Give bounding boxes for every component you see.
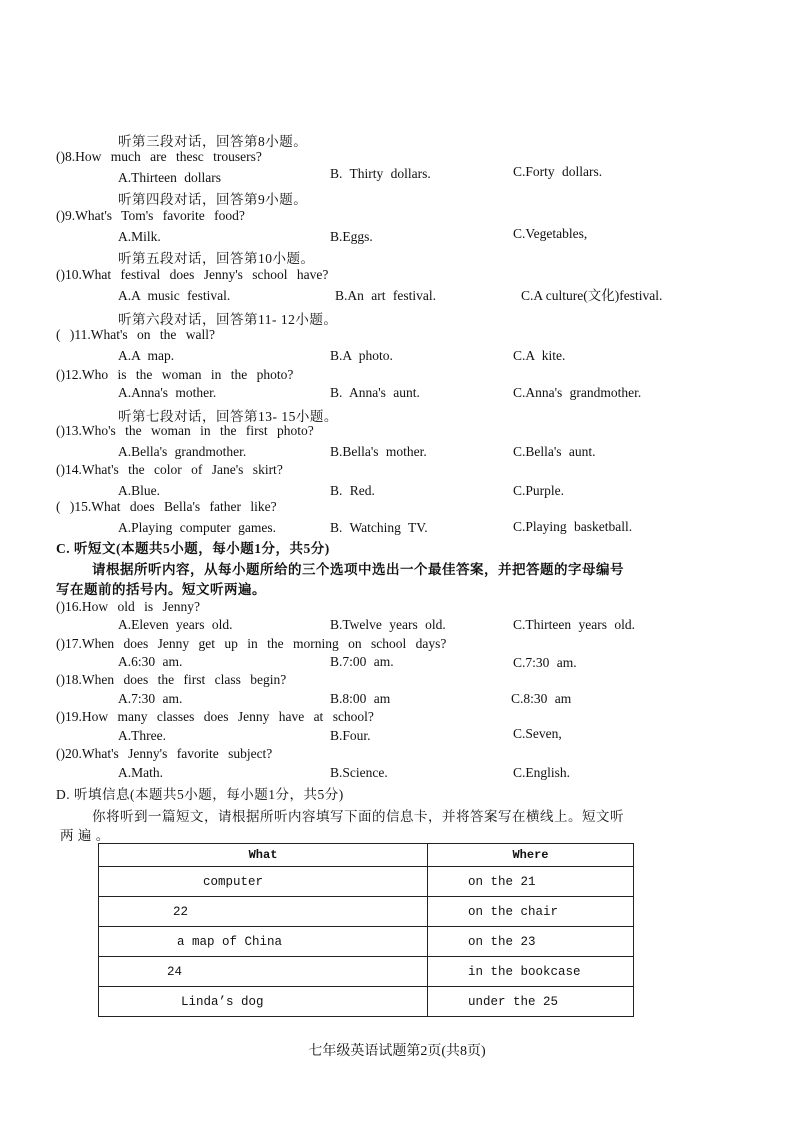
table-row xyxy=(99,897,634,927)
question-9: ()9.What's Tom's favorite food? xyxy=(56,208,245,223)
table-row xyxy=(99,927,634,957)
q20-option-c: C.English. xyxy=(513,765,571,780)
q10-option-b: B.An art festival. xyxy=(335,288,436,303)
dialogue-3-instruction: 听第三段对话，回答第8小题。 xyxy=(118,134,308,149)
q18-option-b: B.8:00 am xyxy=(330,691,391,706)
q16-option-c: C.Thirteen years old. xyxy=(513,617,635,632)
dialogue-7-instruction: 听第七段对话，回答第13- 15小题。 xyxy=(118,409,338,424)
section-c-instruction-2: 写在题前的括号内。短文听两遍。 xyxy=(56,582,266,597)
section-d-instruction-2: 两 遍 。 xyxy=(60,828,110,843)
q15-option-b: B. Watching TV. xyxy=(330,520,428,535)
header-where: Where xyxy=(428,844,634,867)
q17-option-a: A.6:30 am. xyxy=(118,654,183,669)
q17-option-c: C.7:30 am. xyxy=(513,655,577,670)
q20-option-b: B.Science. xyxy=(330,765,388,780)
q14-option-c: C.Purple. xyxy=(513,483,565,498)
question-15: ( )15.What does Bella's father like? xyxy=(56,499,277,514)
q8-option-a: A.Thirteen dollars xyxy=(118,170,221,185)
dialogue-6-instruction: 听第六段对话，回答第11- 12小题。 xyxy=(118,312,338,327)
table-row xyxy=(99,867,634,897)
q10-option-a: A.A music festival. xyxy=(118,288,231,303)
q19-option-c: C.Seven, xyxy=(513,726,562,741)
q10-option-c: C.A culture(文化)festival. xyxy=(521,288,663,303)
q13-option-b: B.Bella's mother. xyxy=(330,444,427,459)
info-card-table xyxy=(98,843,634,1017)
question-12: ()12.Who is the woman in the photo? xyxy=(56,367,294,382)
q12-option-b: B. Anna's aunt. xyxy=(330,385,420,400)
section-d-instruction-1: 你将听到一篇短文，请根据所听内容填写下面的信息卡，并将答案写在横线上。短文听 xyxy=(92,809,624,824)
table-row xyxy=(99,987,634,1017)
q14-option-a: A.Blue. xyxy=(118,483,160,498)
q16-option-b: B.Twelve years old. xyxy=(330,617,446,632)
what-cell: 22 xyxy=(99,897,428,927)
where-cell: on the chair xyxy=(428,897,634,927)
dialogue-4-instruction: 听第四段对话，回答第9小题。 xyxy=(118,192,308,207)
q14-option-b: B. Red. xyxy=(330,483,375,498)
section-c-heading: C. 听短文(本题共5小题，每小题1分，共5分) xyxy=(56,541,330,556)
what-cell: computer xyxy=(99,867,428,897)
q19-option-a: A.Three. xyxy=(118,728,166,743)
q17-option-b: B.7:00 am. xyxy=(330,654,394,669)
where-cell: on the 23 xyxy=(428,927,634,957)
q11-option-a: A.A map. xyxy=(118,348,175,363)
q13-option-c: C.Bella's aunt. xyxy=(513,444,596,459)
q18-option-c: C.8:30 am xyxy=(511,691,572,706)
question-8: ()8.How much are thesc trousers? xyxy=(56,149,262,164)
question-18: ()18.When does the first class begin? xyxy=(56,672,287,687)
where-cell: in the bookcase xyxy=(428,957,634,987)
q13-option-a: A.Bella's grandmother. xyxy=(118,444,247,459)
q15-option-a: A.Playing computer games. xyxy=(118,520,276,535)
what-cell: 24 xyxy=(99,957,428,987)
question-11: ( )11.What's on the wall? xyxy=(56,327,216,342)
header-what: What xyxy=(99,844,428,867)
q8-option-b: B. Thirty dollars. xyxy=(330,166,431,181)
q9-option-c: C.Vegetables, xyxy=(513,226,588,241)
question-14: ()14.What's the color of Jane's skirt? xyxy=(56,462,283,477)
question-20: ()20.What's Jenny's favorite subject? xyxy=(56,746,273,761)
what-cell: Linda’s dog xyxy=(99,987,428,1017)
q19-option-b: B.Four. xyxy=(330,728,371,743)
question-13: ()13.Who's the woman in the first photo? xyxy=(56,423,314,438)
q16-option-a: A.Eleven years old. xyxy=(118,617,233,632)
q12-option-c: C.Anna's grandmother. xyxy=(513,385,642,400)
q11-option-b: B.A photo. xyxy=(330,348,393,363)
question-10: ()10.What festival does Jenny's school have? xyxy=(56,267,329,282)
q18-option-a: A.7:30 am. xyxy=(118,691,183,706)
question-19: ()19.How many classes does Jenny have at school? xyxy=(56,709,374,724)
table-header-row xyxy=(99,844,634,867)
q9-option-b: B.Eggs. xyxy=(330,229,373,244)
q11-option-c: C.A kite. xyxy=(513,348,566,363)
dialogue-5-instruction: 听第五段对话，回答第10小题。 xyxy=(118,251,315,266)
table-row xyxy=(99,957,634,987)
q12-option-a: A.Anna's mother. xyxy=(118,385,217,400)
page-footer: 七年级英语试题第2页(共8页) xyxy=(308,1044,486,1059)
q8-option-c: C.Forty dollars. xyxy=(513,164,603,179)
q15-option-c: C.Playing basketball. xyxy=(513,519,633,534)
question-16: ()16.How old is Jenny? xyxy=(56,599,200,614)
where-cell: under the 25 xyxy=(428,987,634,1017)
q20-option-a: A.Math. xyxy=(118,765,163,780)
section-c-instruction-1: 请根据所听内容，从每小题所给的三个选项中选出一个最佳答案，并把答题的字母编号 xyxy=(92,562,624,577)
question-17: ()17.When does Jenny get up in the morning on school days? xyxy=(56,636,447,651)
where-cell: on the 21 xyxy=(428,867,634,897)
section-d-heading: D. 听填信息(本题共5小题，每小题1分，共5分) xyxy=(56,787,344,802)
what-cell: a map of China xyxy=(99,927,428,957)
q9-option-a: A.Milk. xyxy=(118,229,161,244)
